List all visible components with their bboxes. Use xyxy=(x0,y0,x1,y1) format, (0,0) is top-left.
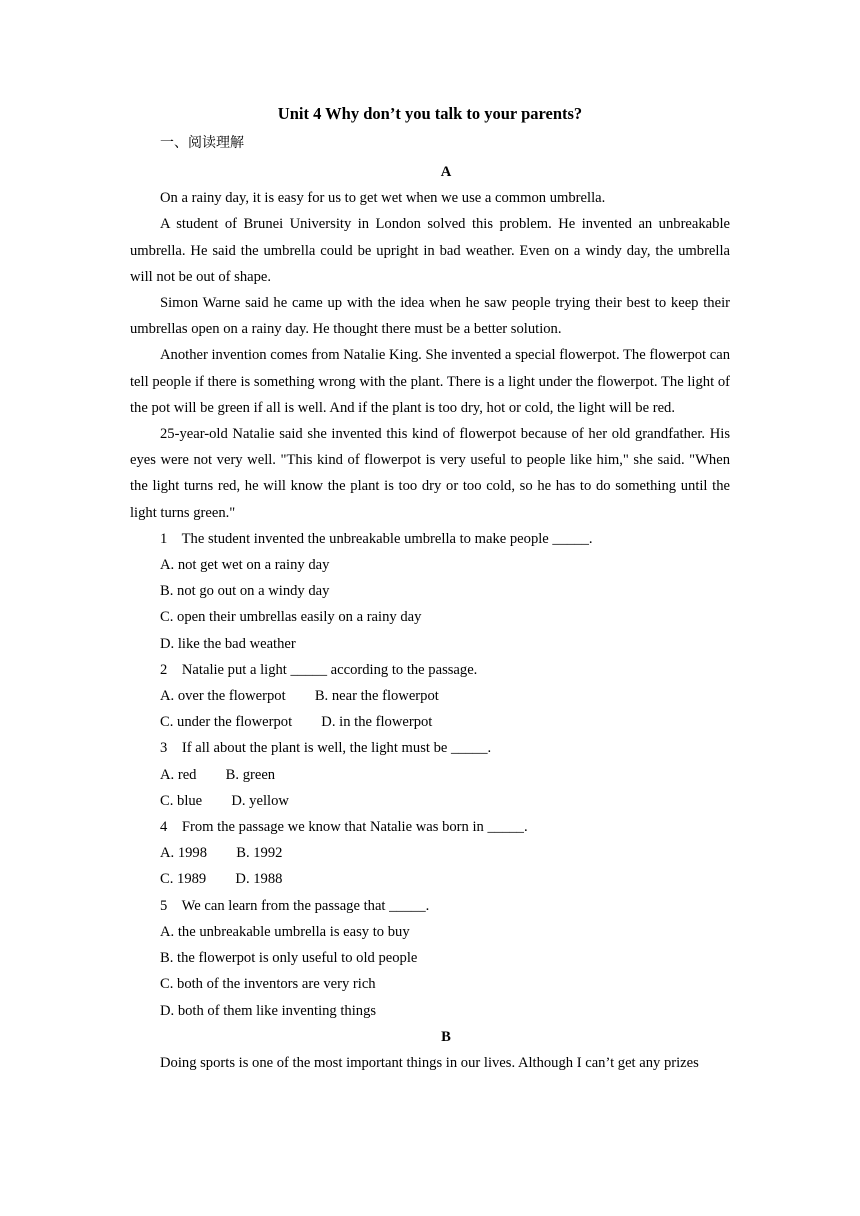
question-1-option: D. like the bad weather xyxy=(160,635,296,652)
question-1-option: B. not go out on a windy day xyxy=(160,583,330,600)
passage-a-paragraph-2: A student of Brunei University in London solved this problem. He invented an unbreakable umbrella. He said the umbrella could be upright in bad weather. Even on a windy day, the umbrella will not be out of shape. xyxy=(130,216,730,285)
passage-b-label: B xyxy=(441,1028,451,1045)
passage-a-paragraph-3: Simon Warne said he came up with the idea when he saw people trying their best to keep their umbrellas open on a rainy day. He thought there must be a better solution. xyxy=(130,295,730,338)
question-5-option: C. both of the inventors are very rich xyxy=(160,976,376,993)
section-heading: 一、阅读理解 xyxy=(160,136,244,151)
question-1-option: C. open their umbrellas easily on a rainy day xyxy=(160,609,422,626)
question-5-option: B. the flowerpot is only useful to old people xyxy=(160,950,418,967)
passage-a-paragraph-5: 25-year-old Natalie said she invented this kind of flowerpot because of her old grandfather. His eyes were not very well. "This kind of flowerpot is very useful to people like him," she said. "When the light turns red, he will know the plant is too dry or too cold, so he has to do something until the light turns green." xyxy=(130,426,730,521)
question-3-option: A. red B. green xyxy=(160,766,276,783)
question-4-option: A. 1998 B. 1992 xyxy=(160,845,283,862)
passage-flow xyxy=(130,159,730,1076)
question-2-option: C. under the flowerpot D. in the flowerpot xyxy=(160,714,433,731)
question-5-option: D. both of them like inventing things xyxy=(160,1002,377,1019)
passage-a-paragraph-1: On a rainy day, it is easy for us to get wet when we use a common umbrella. xyxy=(160,190,606,207)
passage-a-paragraph-4: Another invention comes from Natalie King. She invented a special flowerpot. The flowerpot can tell people if there is something wrong with the plant. There is a light under the flowerpot. The light of the pot will be green if all is well. And if the plant is too dry, hot or cold, the light will be red. xyxy=(130,347,730,416)
passage-a-label: A xyxy=(440,164,452,180)
question-2-stem: 2 Natalie put a light _____ according to the passage. xyxy=(160,661,478,678)
question-4-stem: 4 From the passage we know that Natalie was born in _____. xyxy=(160,819,528,836)
question-4-option: C. 1989 D. 1988 xyxy=(160,871,283,888)
passage-b-first-line: Doing sports is one of the most important things in our lives. Although I can’t get any prizes xyxy=(160,1054,699,1071)
question-3-option: C. blue D. yellow xyxy=(160,792,289,809)
page-title: Unit 4 Why don’t you talk to your parents? xyxy=(277,104,583,123)
question-5-option: A. the unbreakable umbrella is easy to buy xyxy=(160,923,410,940)
question-1-stem: 1 The student invented the unbreakable umbrella to make people _____. xyxy=(160,530,593,547)
question-5-stem: 5 We can learn from the passage that _____. xyxy=(160,897,430,914)
question-1-option: A. not get wet on a rainy day xyxy=(160,557,330,574)
question-3-stem: 3 If all about the plant is well, the light must be _____. xyxy=(160,740,492,757)
question-2-option: A. over the flowerpot B. near the flowerpot xyxy=(160,688,439,705)
